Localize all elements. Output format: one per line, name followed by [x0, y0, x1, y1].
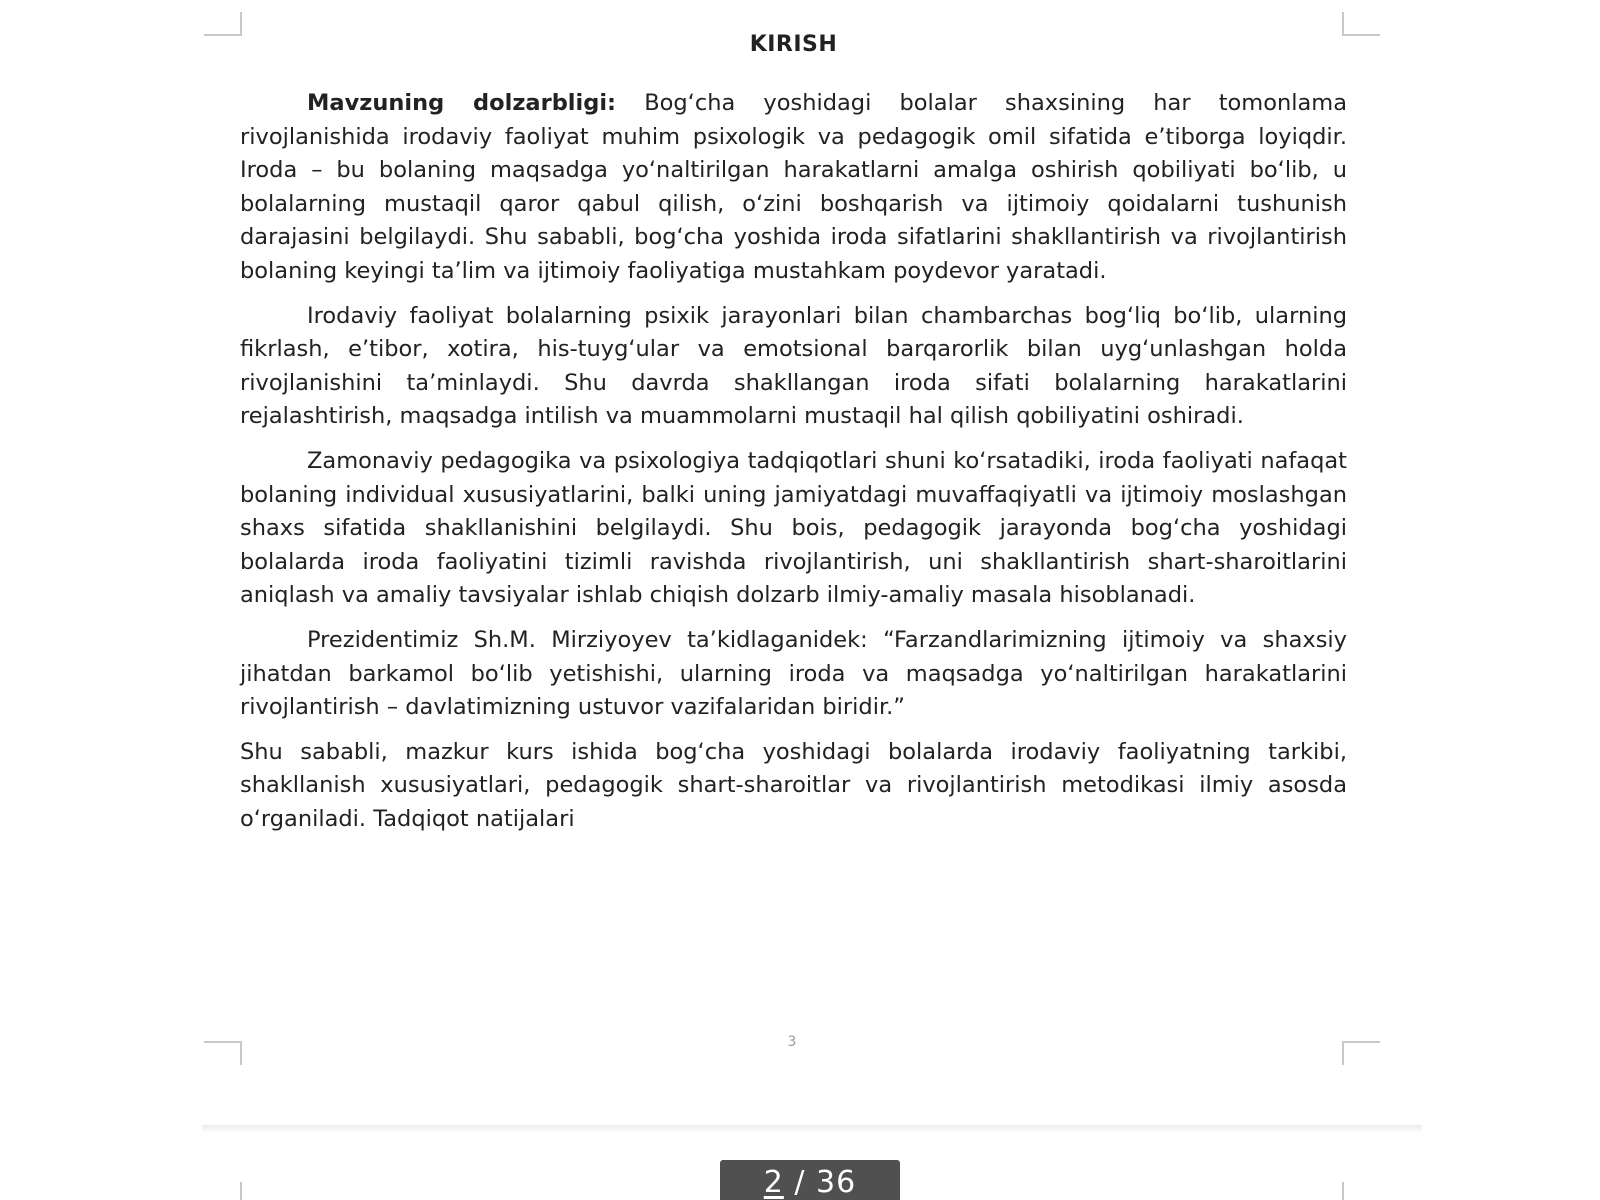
paragraph-quote: Prezidentimiz Sh.M. Mirziyoyev ta’kidlaganidek: “Farzandlarimizning ijtimoiy va shaxsiy jihatdan barkamol bo‘lib yetishishi, ularning iroda va maqsadga yo‘naltirilgan harakatlarini rivojlantirish – davlatimizning ustuvor vazifalaridan biridir.”: [240, 626, 1347, 721]
section-heading: KIRISH: [749, 32, 838, 57]
page-content: [240, 30, 1347, 847]
paragraph: Irodaviy faoliyat bolalarning psixik jarayonlari bilan chambarchas bog‘liq bo‘lib, ularning fikrlash, e’tibor, xotira, his-tuyg‘ular va emotsional barqarorlik bilan uyg‘unlashgan holda rivojlanishini ta’minlaydi. Shu davrda shakllangan iroda sifati bolalarning harakatlarini rejalashtirish, maqsadga intilish va muammolarni mustaqil hal qilish qobiliyatini oshiradi.: [240, 302, 1347, 430]
margin-mark-bottom-left: [204, 1041, 242, 1065]
margin-mark-bottom-right: [1342, 1041, 1380, 1065]
paragraph-lead-label: Mavzuning dolzarbligi:: [307, 90, 617, 116]
page-separator: /: [783, 1165, 817, 1200]
next-page-margin-mark-right: [1342, 1182, 1380, 1200]
page-counter[interactable]: [720, 1160, 900, 1200]
total-pages: 36: [816, 1165, 857, 1200]
page-divider: [202, 1125, 1422, 1133]
current-page: 2: [763, 1165, 784, 1200]
paragraph: Shu sababli, mazkur kurs ishida bog‘cha yoshidagi bolalarda irodaviy faoliyatning tarkibi, shakllanish xususiyatlari, pedagogik shart-sharoitlar va rivojlantirish metodikasi ilmiy asosda o‘rganiladi. Tadqiqot natijalari: [240, 738, 1347, 832]
margin-mark-top-left: [204, 12, 242, 36]
paragraph-relevance: [240, 87, 1347, 289]
paragraph: Zamonaviy pedagogika va psixologiya tadqiqotlari shuni ko‘rsatadiki, iroda faoliyati nafaqat bolaning individual xususiyatlarini, balki uning jamiyatdagi muvaffaqiyatli va ijtimoiy moslashgan shaxs sifatida shakllanishini belgilaydi. Shu bois, pedagogik jarayonda bog‘cha yoshidagi bolalarda iroda faoliyatini tizimli ravishda rivojlantirish, uni shakllantirish shart-sharoitlarini aniqlash va amaliy tavsiyalar ishlab chiqish dolzarb ilmiy-amaliy masala hisoblanadi.: [240, 447, 1347, 609]
paragraph-text: Bog‘cha yoshidagi bolalar shaxsining har tomonlama rivojlanishida irodaviy faoliyat muhim psixologik va pedagogik omil sifatida e’tiborga loyiqdir. Iroda – bu bolaning maqsadga yo‘naltirilgan harakatlarni amalga oshirish qobiliyati bo‘lib, u bolalarning mustaqil qaror qabul qilish, o‘zini boshqarish va ijtimoiy qoidalarni tushunish darajasini belgilaydi. Shu sababli, bog‘cha yoshida iroda sifatlarini shakllantirish va rivojlantirish bolaning keyingi ta’lim va ijtimoiy faoliyatiga mustahkam poydevor yaratadi.: [240, 90, 1347, 284]
margin-mark-top-right: [1342, 12, 1380, 36]
page-number: 3: [787, 1034, 797, 1050]
next-page-margin-mark-left: [204, 1182, 242, 1200]
